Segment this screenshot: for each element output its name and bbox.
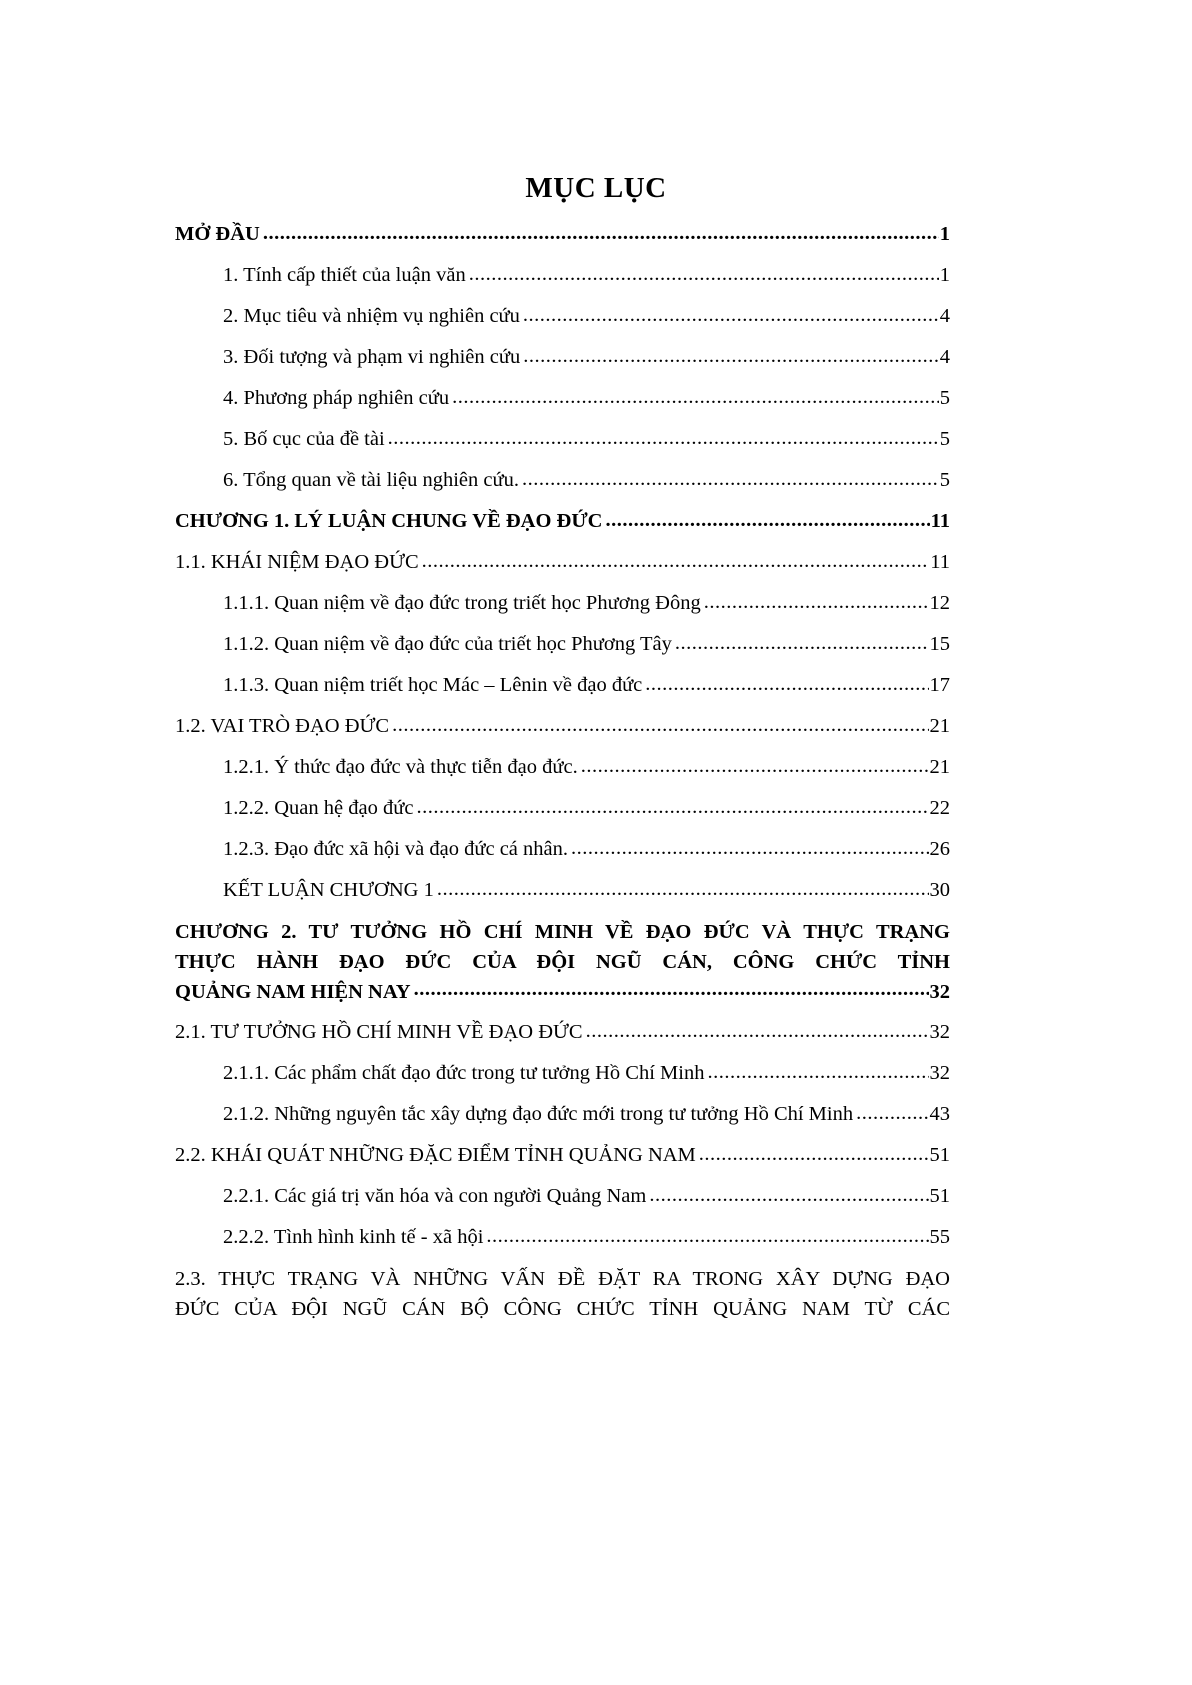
toc-entry-text: 1.2.2. Quan hệ đạo đức <box>223 797 414 819</box>
toc-entry[interactable] <box>175 343 950 384</box>
toc-entry-page: 17 <box>929 674 950 696</box>
toc-entry-page: 15 <box>929 633 950 655</box>
toc-entry-text: 2.2. KHÁI QUÁT NHỮNG ĐẶC ĐIỂM TỈNH QUẢNG NAM <box>175 1144 696 1166</box>
toc-entry-text: 5. Bố cục của đề tài <box>223 428 385 450</box>
toc-entry-page: 32 <box>929 1021 950 1043</box>
chapter-2-page: 32 <box>929 981 950 1003</box>
toc-entry-text: 1.1.3. Quan niệm triết học Mác – Lênin về đạo đức <box>223 674 643 696</box>
toc-entry[interactable] <box>175 1059 950 1100</box>
toc-entry[interactable] <box>175 876 950 917</box>
toc-entry-page: 30 <box>929 879 950 901</box>
toc-entry[interactable] <box>175 794 950 835</box>
toc-entry[interactable] <box>175 835 950 876</box>
toc-entry[interactable] <box>175 548 950 589</box>
toc-entry-text: 1.2.3. Đạo đức xã hội và đạo đức cá nhân. <box>223 838 568 860</box>
toc-entry[interactable] <box>175 1223 950 1264</box>
leader-dots <box>581 753 929 773</box>
toc-entry-page: 4 <box>939 305 950 327</box>
leader-dots <box>704 589 929 609</box>
leader-dots <box>263 220 939 240</box>
toc-part-1 <box>175 220 950 917</box>
toc-entry-page: 1 <box>939 264 950 286</box>
toc-entry[interactable] <box>175 261 950 302</box>
toc-entry-page: 26 <box>929 838 950 860</box>
section-2-3-line-2: ĐỨC CỦA ĐỘI NGŨ CÁN BỘ CÔNG CHỨC TỈNH QUẢNG NAM TỪ CÁC <box>175 1298 950 1320</box>
leader-dots <box>856 1100 928 1120</box>
leader-dots <box>571 835 929 855</box>
toc-entry-page: 51 <box>929 1144 950 1166</box>
toc-entry-page: 21 <box>929 715 950 737</box>
toc-entry-text: 6. Tổng quan về tài liệu nghiên cứu. <box>223 469 519 491</box>
leader-dots <box>388 425 939 445</box>
chapter-2-line-3-text: QUẢNG NAM HIỆN NAY <box>175 981 411 1003</box>
leader-dots <box>605 507 929 527</box>
toc-entry-page: 32 <box>929 1062 950 1084</box>
toc-entry[interactable] <box>175 1141 950 1182</box>
toc-entry-text: 1.2.1. Ý thức đạo đức và thực tiễn đạo đức. <box>223 756 578 778</box>
leader-dots <box>699 1141 929 1161</box>
toc-entry-text: 1.1.1. Quan niệm về đạo đức trong triết học Phương Đông <box>223 592 701 614</box>
toc-entry-page: 4 <box>939 346 950 368</box>
chapter-2-line-3 <box>175 977 950 1007</box>
toc-entry-page: 5 <box>939 428 950 450</box>
toc-entry-text: 1.1. KHÁI NIỆM ĐẠO ĐỨC <box>175 551 419 573</box>
toc-entry-text: 3. Đối tượng và phạm vi nghiên cứu <box>223 346 521 368</box>
leader-dots <box>586 1018 929 1038</box>
toc-entry[interactable] <box>175 712 950 753</box>
toc-entry-page: 12 <box>929 592 950 614</box>
leader-dots <box>707 1059 928 1079</box>
toc-entry-text: 2.1.2. Những nguyên tắc xây dựng đạo đức mới trong tư tưởng Hồ Chí Minh <box>223 1103 854 1125</box>
toc-entry[interactable] <box>175 630 950 671</box>
toc-entry[interactable] <box>175 753 950 794</box>
toc-entry-page: 11 <box>930 510 950 532</box>
toc-entry-page: 43 <box>929 1103 950 1125</box>
toc-entry-page: 51 <box>929 1185 950 1207</box>
toc-entry-page: 22 <box>929 797 950 819</box>
toc-entry[interactable] <box>175 1018 950 1059</box>
toc-entry[interactable] <box>175 302 950 343</box>
toc-entry[interactable] <box>175 220 950 261</box>
leader-dots <box>645 671 928 691</box>
leader-dots <box>437 876 929 896</box>
leader-dots <box>486 1223 928 1243</box>
toc-entry-page: 21 <box>929 756 950 778</box>
leader-dots <box>469 261 939 281</box>
chapter-2-line-1: CHƯƠNG 2. TƯ TƯỞNG HỒ CHÍ MINH VỀ ĐẠO ĐỨC VÀ THỰC TRẠNG <box>175 921 950 943</box>
toc-entry-text: 1.1.2. Quan niệm về đạo đức của triết học Phương Tây <box>223 633 672 655</box>
toc-entry[interactable] <box>175 1100 950 1141</box>
leader-dots <box>416 794 928 814</box>
leader-dots <box>422 548 930 568</box>
toc-entry[interactable] <box>175 507 950 548</box>
toc-entry-text: 1. Tính cấp thiết của luận văn <box>223 264 466 286</box>
chapter-2-line-2: THỰC HÀNH ĐẠO ĐỨC CỦA ĐỘI NGŨ CÁN, CÔNG CHỨC TỈNH <box>175 951 950 973</box>
toc-entry-text: 2.2.1. Các giá trị văn hóa và con người Quảng Nam <box>223 1185 647 1207</box>
toc-entry-text: 2.2.2. Tình hình kinh tế - xã hội <box>223 1226 484 1248</box>
toc-entry[interactable] <box>175 384 950 425</box>
leader-dots <box>523 302 939 322</box>
toc-entry[interactable] <box>175 1182 950 1223</box>
leader-dots <box>649 1182 928 1202</box>
toc-entry[interactable] <box>175 671 950 712</box>
section-2-3-line-1: 2.3. THỰC TRẠNG VÀ NHỮNG VẤN ĐỀ ĐẶT RA TRONG XÂY DỰNG ĐẠO <box>175 1268 950 1290</box>
leader-dots <box>523 343 939 363</box>
toc-entry-page: 11 <box>930 551 950 573</box>
leader-dots <box>414 978 929 998</box>
toc-entry-page: 1 <box>939 223 950 245</box>
toc-entry-section-2-3[interactable] <box>175 1264 950 1324</box>
toc-entry[interactable] <box>175 589 950 630</box>
table-of-contents <box>175 220 950 1335</box>
toc-entry-text: KẾT LUẬN CHƯƠNG 1 <box>223 879 434 901</box>
toc-entry-text: CHƯƠNG 1. LÝ LUẬN CHUNG VỀ ĐẠO ĐỨC <box>175 510 603 532</box>
toc-entry[interactable] <box>175 425 950 466</box>
toc-part-2 <box>175 1018 950 1264</box>
leader-dots <box>675 630 929 650</box>
toc-entry-page: 55 <box>929 1226 950 1248</box>
leader-dots <box>452 384 939 404</box>
toc-entry-chapter-2[interactable] <box>175 917 950 1007</box>
toc-entry-page: 5 <box>939 469 950 491</box>
leader-dots <box>522 466 939 486</box>
toc-entry-text: MỞ ĐẦU <box>175 223 260 245</box>
toc-entry-text: 2.1. TƯ TƯỞNG HỒ CHÍ MINH VỀ ĐẠO ĐỨC <box>175 1021 583 1043</box>
toc-entry-text: 1.2. VAI TRÒ ĐẠO ĐỨC <box>175 715 390 737</box>
toc-entry-text: 2.1.1. Các phẩm chất đạo đức trong tư tưởng Hồ Chí Minh <box>223 1062 705 1084</box>
toc-entry-text: 2. Mục tiêu và nhiệm vụ nghiên cứu <box>223 305 520 327</box>
toc-title: MỤC LỤC <box>525 172 667 204</box>
toc-entry[interactable] <box>175 466 950 507</box>
leader-dots <box>392 712 928 732</box>
toc-entry-text: 4. Phương pháp nghiên cứu <box>223 387 450 409</box>
toc-entry-page: 5 <box>939 387 950 409</box>
